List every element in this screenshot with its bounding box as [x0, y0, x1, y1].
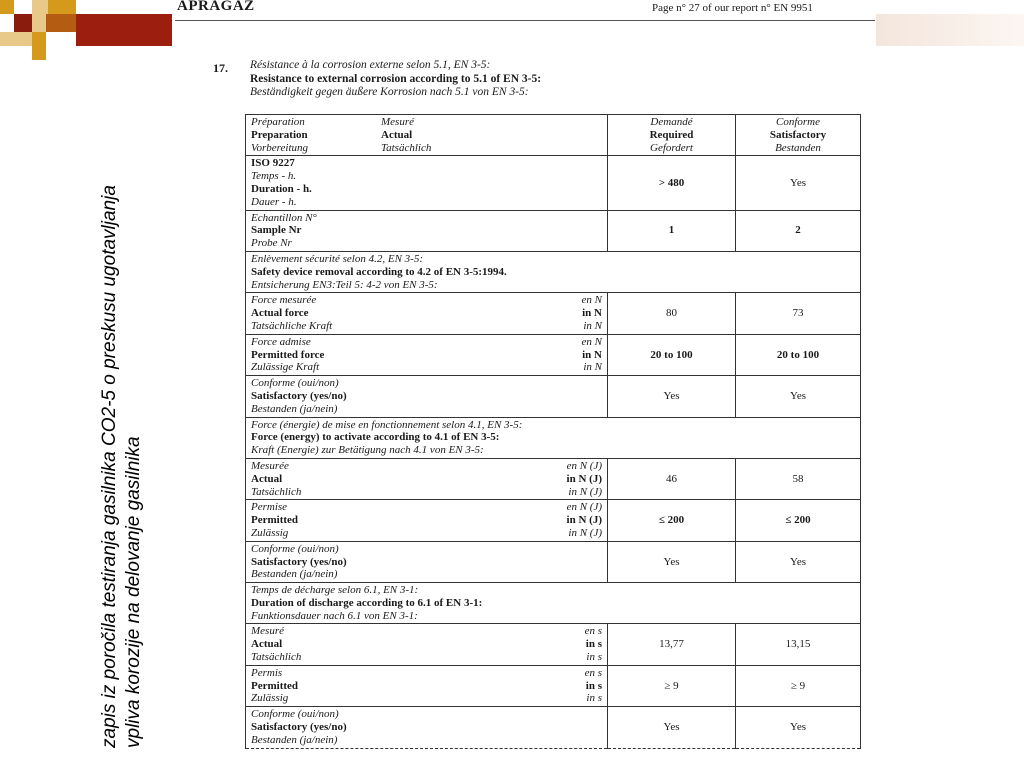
- header-text: Actual: [381, 128, 413, 141]
- row-label: [246, 624, 608, 665]
- row-label: [246, 458, 608, 499]
- cell-value: 73: [736, 293, 861, 334]
- label-text: Safety device removal according to 4.2 of EN 3-5:1994.: [251, 265, 507, 278]
- header-text: Demandé: [650, 116, 693, 128]
- unit-text: in N (J): [566, 472, 602, 485]
- cell-value: ≥ 9: [608, 665, 736, 706]
- table-row: [246, 293, 861, 334]
- row-label: [246, 500, 608, 541]
- label-text: Funktionsdauer nach 6.1 von EN 3-1:: [251, 609, 418, 622]
- cell-value: 13,15: [736, 624, 861, 665]
- cell-value: Yes: [608, 541, 736, 582]
- cell-value: 20 to 100: [608, 334, 736, 375]
- cell-value: Yes: [736, 376, 861, 417]
- label-text: Actual force: [251, 307, 309, 320]
- document-header: [175, 0, 875, 21]
- page-reference: Page n° 27 of our report n° EN 9951: [652, 2, 813, 14]
- label-text: Zulässige Kraft: [251, 361, 320, 374]
- header-text: Preparation: [251, 128, 308, 141]
- label-text: Conforme (oui/non): [251, 708, 339, 721]
- header-text: Tatsächlich: [381, 141, 432, 154]
- label-text: Enlèvement sécurité selon 4.2, EN 3-5:: [251, 252, 423, 265]
- table-row: [246, 624, 861, 665]
- section-row: [246, 251, 861, 292]
- label-text: Mesuré: [251, 625, 284, 638]
- decor-square: [0, 32, 32, 46]
- label-text: Permis: [251, 666, 283, 679]
- cell-value: Yes: [608, 707, 736, 748]
- label-text: Permise: [251, 501, 288, 514]
- label-text: Duration of discharge according to 6.1 of EN 3-1:: [251, 596, 483, 609]
- section-number: 17.: [213, 61, 228, 75]
- section-row: [246, 583, 861, 624]
- cell-value: 80: [608, 293, 736, 334]
- cell-value: 1: [608, 210, 736, 251]
- cell-value: 20 to 100: [736, 334, 861, 375]
- cell-value: 46: [608, 458, 736, 499]
- label-text: Actual: [251, 638, 283, 651]
- scanned-document: [175, 0, 875, 768]
- unit-text: en s: [584, 666, 602, 679]
- decor-square: [0, 0, 14, 14]
- label-text: Zulässig: [251, 692, 289, 705]
- header-preparation: [246, 115, 608, 156]
- row-label: [246, 707, 608, 748]
- table-row: [246, 665, 861, 706]
- unit-text: in s: [586, 692, 602, 705]
- cell-value: Yes: [736, 156, 861, 210]
- cell-value: 58: [736, 458, 861, 499]
- label-text: Mesurée: [251, 459, 289, 472]
- table-row: [246, 156, 861, 210]
- header-text: Bestanden: [775, 141, 821, 154]
- unit-text: en N (J): [566, 501, 602, 514]
- header-text: Mesuré: [381, 116, 414, 128]
- row-label: [246, 210, 608, 251]
- unit-text: en N: [581, 294, 602, 307]
- table-row: [246, 500, 861, 541]
- table-row: [246, 376, 861, 417]
- header-text: Required: [649, 128, 694, 141]
- cell-value: Yes: [608, 376, 736, 417]
- label-text: Bestanden (ja/nein): [251, 568, 338, 581]
- label-text: Bestanden (ja/nein): [251, 402, 338, 415]
- row-label: [246, 376, 608, 417]
- caption-line: zapis iz poročila testiranja gasilnika CO2-5 o preskusu ugotavljanja: [99, 185, 120, 748]
- row-label: [246, 665, 608, 706]
- header-text: Préparation: [251, 116, 305, 128]
- label-text: Permitted: [251, 679, 299, 692]
- table-row: [246, 210, 861, 251]
- title-fr: Résistance à la corrosion externe selon 5.1, EN 3-5:: [250, 59, 491, 71]
- header-text: Satisfactory: [769, 128, 827, 141]
- caption-line: vpliva korozije na delovanje gasilnika: [123, 436, 144, 748]
- unit-text: in s: [586, 651, 602, 664]
- label-text: Probe Nr: [251, 237, 292, 250]
- label-text: Temps - h.: [251, 170, 297, 183]
- label-text: ISO 9227: [251, 157, 295, 170]
- label-text: Sample Nr: [251, 224, 302, 237]
- label-text: Permitted: [251, 514, 299, 527]
- label-text: Tatsächliche Kraft: [251, 319, 333, 332]
- header-text: Conforme: [776, 116, 820, 128]
- decor-square: [32, 32, 46, 60]
- unit-text: in N: [582, 348, 602, 361]
- decor-square: [48, 0, 76, 14]
- cell-value: Yes: [736, 541, 861, 582]
- row-label: [246, 334, 608, 375]
- label-text: Force (énergie) de mise en fonctionnement selon 4.1, EN 3-5:: [251, 418, 523, 431]
- label-text: Force admise: [251, 335, 311, 348]
- label-text: Satisfactory (yes/no): [251, 721, 347, 734]
- section-label: [246, 583, 861, 624]
- unit-text: en s: [584, 625, 602, 638]
- section-title: [250, 59, 541, 100]
- label-text: Permitted force: [251, 348, 325, 361]
- cell-value: 13,77: [608, 624, 736, 665]
- unit-text: en N: [581, 335, 602, 348]
- label-text: Force mesurée: [251, 294, 317, 307]
- table-row: [246, 334, 861, 375]
- unit-text: in N (J): [568, 526, 602, 539]
- section-label: [246, 417, 861, 458]
- title-de: Beständigkeit gegen äußere Korrosion nach 5.1 von EN 3-5:: [250, 86, 529, 98]
- label-text: Bestanden (ja/nein): [251, 733, 338, 746]
- label-text: Zulässig: [251, 526, 289, 539]
- table-row: [246, 541, 861, 582]
- row-label: [246, 293, 608, 334]
- table-row: [246, 707, 861, 748]
- label-text: Echantillon N°: [251, 211, 317, 224]
- decor-square: [46, 14, 76, 32]
- decor-fade-bar: [876, 14, 1024, 46]
- unit-text: en N (J): [566, 459, 602, 472]
- header-required: [608, 115, 736, 156]
- section-row: [246, 417, 861, 458]
- label-text: Tatsächlich: [251, 485, 302, 498]
- label-text: Satisfactory (yes/no): [251, 389, 347, 402]
- header-text: Vorbereitung: [251, 141, 309, 154]
- results-table: [245, 114, 861, 749]
- table-header-row: [246, 115, 861, 156]
- title-en: Resistance to external corrosion according to 5.1 of EN 3-5:: [250, 72, 542, 85]
- label-text: Actual: [251, 472, 283, 485]
- unit-text: in N: [583, 361, 602, 374]
- unit-text: in N (J): [568, 485, 602, 498]
- row-label: [246, 541, 608, 582]
- cell-value: > 480: [608, 156, 736, 210]
- label-text: Tatsächlich: [251, 651, 302, 664]
- row-label: [246, 156, 608, 210]
- label-text: Satisfactory (yes/no): [251, 555, 347, 568]
- label-text: Force (energy) to activate according to 4.1 of EN 3-5:: [251, 431, 500, 444]
- slide-caption: [98, 58, 146, 748]
- label-text: Duration - h.: [251, 182, 312, 195]
- label-text: Conforme (oui/non): [251, 377, 339, 390]
- decor-title-bar: [76, 14, 172, 46]
- cell-value: ≥ 9: [736, 665, 861, 706]
- cell-value: ≤ 200: [736, 500, 861, 541]
- decor-square: [14, 14, 32, 32]
- label-text: Entsicherung EN3:Teil 5: 4-2 von EN 3-5:: [251, 278, 438, 291]
- company-name: APRAGAZ: [177, 0, 255, 14]
- unit-text: in s: [585, 679, 602, 692]
- label-text: Dauer - h.: [251, 195, 297, 208]
- label-text: Conforme (oui/non): [251, 542, 339, 555]
- cell-value: Yes: [736, 707, 861, 748]
- section-label: [246, 251, 861, 292]
- header-text: Gefordert: [650, 141, 693, 154]
- unit-text: in s: [585, 638, 602, 651]
- cell-value: 2: [736, 210, 861, 251]
- label-text: Kraft (Energie) zur Betätigung nach 4.1 von EN 3-5:: [251, 444, 484, 457]
- unit-text: in N: [582, 307, 602, 320]
- unit-text: in N (J): [566, 514, 602, 527]
- table-row: [246, 458, 861, 499]
- cell-value: ≤ 200: [608, 500, 736, 541]
- header-satisfactory: [736, 115, 861, 156]
- label-text: Temps de décharge selon 6.1, EN 3-1:: [251, 584, 419, 597]
- unit-text: in N: [583, 319, 602, 332]
